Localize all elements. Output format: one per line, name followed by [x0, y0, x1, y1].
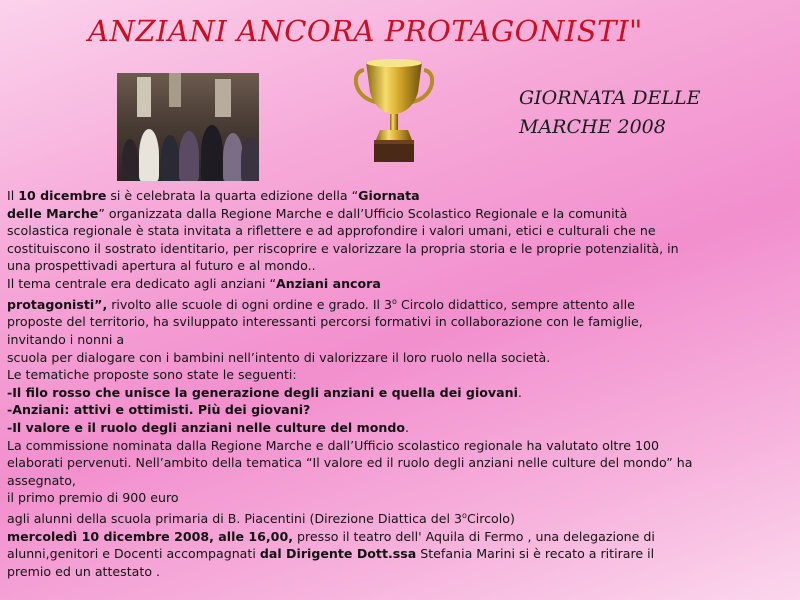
event-photo	[117, 73, 259, 181]
text-line: Le tematiche proposte sono state le seguenti:	[7, 367, 297, 383]
subtitle-line-2: MARCHE 2008	[519, 116, 666, 138]
page-title: ANZIANI ANCORA PROTAGONISTI"	[88, 14, 643, 48]
text-line: una prospettivadi apertura al futuro e al mondo..	[7, 258, 316, 274]
text-line: Il 10 dicembre si è celebrata la quarta edizione della “Giornata	[7, 188, 420, 203]
text-line: assegnato,	[7, 472, 76, 488]
trophy-icon	[354, 58, 434, 168]
text-line: il primo premio di 900 euro	[7, 490, 179, 506]
text-line: alunni,genitori e Docenti accompagnati dal Dirigente Dott.ssa Stefania Marini si è recato a ritirare il	[7, 546, 655, 562]
subtitle-line-1: GIORNATA DELLE	[519, 87, 701, 109]
text-line: mercoledì 10 dicembre 2008, alle 16,00, presso il teatro dell' Aquila di Fermo , una delegazione di	[7, 528, 655, 544]
text-line: agli alunni della scuola primaria di B. Piacentini (Direzione Diattica del 3$^o$Circolo)	[7, 510, 515, 527]
text-line: Il tema centrale era dedicato agli anziani “Anziani ancora	[7, 275, 381, 291]
text-line: invitando i nonni a	[7, 331, 125, 347]
text-line: proposte del territorio, ha sviluppato interessanti percorsi formativi in collaborazione con le famiglie,	[7, 314, 643, 330]
text-line: -Il filo rosso che unisce la generazione degli anziani e quella dei giovani.	[7, 384, 522, 400]
text-line: premio ed un attestato .	[7, 563, 161, 579]
event-subtitle	[519, 84, 700, 142]
text-line: delle Marche” organizzata dalla Regione Marche e dall’Ufficio Scolastico Regionale e la comunità	[7, 205, 628, 221]
text-line: La commissione nominata dalla Regione Marche e dall’Ufficio scolastico regionale ha valutato oltre 100	[7, 437, 660, 453]
text-line: elaborati pervenuti. Nell’ambito della tematica “Il valore ed il ruolo degli anziani nelle culture del mondo” ha	[7, 455, 693, 471]
text-line: scuola per dialogare con i bambini nell’intento di valorizzare il loro ruolo nella società.	[7, 349, 551, 365]
text-line: -Il valore e il ruolo degli anziani nelle culture del mondo.	[7, 419, 410, 435]
text-line: costituiscono il sostrato identitario, per riscoprire e valorizzare la propria storia e le proprie potenzialità, in	[7, 240, 679, 256]
text-line: protagonisti”, rivolto alle scuole di ogni ordine e grado. Il 3$^o$ Circolo didattico, sempre attento alle	[7, 296, 635, 312]
text-line: -Anziani: attivi e ottimisti. Più dei giovani?	[7, 402, 311, 418]
article-body	[7, 187, 793, 580]
text-line: scolastica regionale è stata invitata a riflettere e ad approfondire i valori umani, etici e culturali che ne	[7, 223, 656, 239]
